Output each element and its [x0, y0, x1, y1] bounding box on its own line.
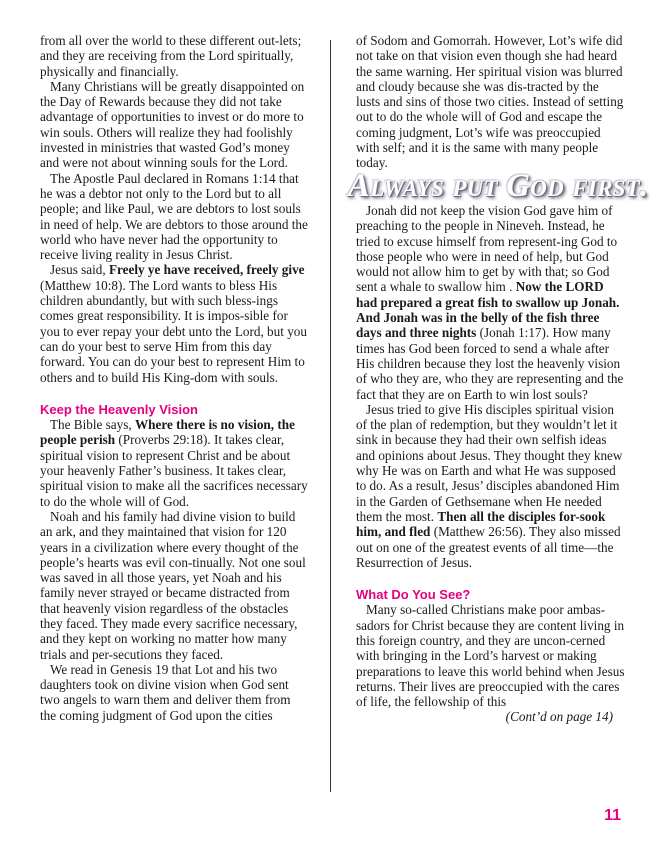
page-number: 11 — [604, 807, 621, 824]
body-paragraph: Many Christians will be greatly disappointed on the Day of Rewards because they did not take advantage of opportunities to invest or do more to win souls. Others will realize they had foolishly invested in ministries that wasted God’s money and were not about winning souls for the Lord. — [40, 78, 305, 171]
text-run: Jonah did not keep the vision God gave him of preaching to the people in Nineveh. Instead, he tried to excuse himself from represent-ing God to those people who were in need of help, but God would not allow him to get by with that; so God sent a whale to swallow him . — [356, 202, 618, 295]
body-paragraph — [356, 402, 625, 570]
scripture-quote: Now the LORD had prepared a great fish to swallow up Jonah. And Jonah was in the belly of the fish three days and three nights — [356, 279, 620, 341]
body-paragraph: Noah and his family had divine vision to build an ark, and they maintained that vision for 120 years in a civilization where every thought of the people’s hearts was evil con-tinually. Not one soul was saved in all those years, yet Noah and his family never strayed or became distracted from that heavenly vision regardless of the obstacles they faced. They made every sacrifice necessary, and they kept on working no matter how many trials and per-secutions they faced. — [40, 508, 306, 662]
section-heading: What Do You See? — [356, 587, 471, 603]
text-run: The Bible says, — [50, 417, 135, 433]
body-paragraph: The Apostle Paul declared in Romans 1:14 that he was a debtor not only to the Lord but to all people; and like Paul, we are debtors to lost souls in need of help. We are debtors to those around the world who have never had the opportunity to receive living reality in Jesus Christ. — [40, 170, 308, 263]
body-paragraph — [356, 203, 625, 402]
left-column — [40, 33, 308, 723]
body-paragraph: Many so-called Christians make poor ambas-sadors for Christ because they are content living in this foreign country, and they are uncon-cerned with bringing in the Lord’s harvest or making preparations to leave this world behind when Jesus returns. Their lives are preoccupied with the cares of life, the fellowship of this — [356, 602, 625, 710]
text-run: Jesus said, — [50, 262, 109, 278]
scripture-quote: Where there is no vision, the people perish — [40, 417, 295, 448]
right-column — [348, 33, 649, 725]
continued-note: (Cont’d on page 14) — [505, 709, 613, 725]
scripture-quote: Freely ye have received, freely give — [108, 262, 305, 278]
text-run: (Jonah 1:17). How many times has God been forced to send a whale after His children because they lost the heavenly vision of who they are, who they are representing and the fact that they are on Earth to win lost souls? — [356, 325, 624, 402]
pull-quote-banner: Always put God first. — [348, 167, 649, 204]
section-heading: Keep the Heavenly Vision — [40, 401, 198, 417]
column-divider — [330, 40, 331, 792]
text-run: (Matthew 26:56). They also missed out on one of the greatest events of all time—the Resurrection of Jesus. — [356, 524, 621, 570]
scripture-quote: Then all the disciples for-sook him, and fled — [356, 508, 606, 540]
body-paragraph: from all over the world to these different out-lets; and they are receiving from the Lord spiritually, physically and financially. — [40, 33, 302, 79]
text-run: Jesus tried to give His disciples spiritual vision of the plan of redemption, but they wouldn’t let it sink in because they had their own selfish ideas and opinions about Jesus. They thought they knew why He was on Earth and what He was supposed to do. As a result, Jesus’ disciples abandoned Him in the Garden of Gethsemane when He needed them the most. — [356, 401, 623, 524]
text-run: (Proverbs 29:18). It takes clear, spiritual vision to represent Christ and be about your heavenly Father’s business. It takes clear, spiritual vision to make all the sacrifices necessary to do the whole will of God. — [40, 432, 308, 509]
body-paragraph: We read in Genesis 19 that Lot and his two daughters took on divine vision when God sent two angels to warn them and deliver them from the coming judgment of God upon the cities — [40, 661, 291, 723]
body-paragraph: of Sodom and Gomorrah. However, Lot’s wife did not take on that vision even though she had heard the same warning. Her spiritual vision was blurred and cloudy because she was dis-tracted by the lusts and sins of those two cities. Instead of setting out to do the whole will of God and escape the coming judgment, Lot’s wife was preoccupied with self; and it is the same with many people today. — [356, 33, 624, 171]
text-run: (Matthew 10:8). The Lord wants to bless His children abundantly, but with such bless-ings comes great responsibility. It is impos-sible for you to ever repay your debt unto the Lord, but you can do your best to serve Him from this day forward. You can do your best to represent Him to others and to build His King-dom with souls. — [40, 277, 307, 385]
body-paragraph — [40, 417, 308, 509]
body-paragraph — [40, 262, 308, 384]
